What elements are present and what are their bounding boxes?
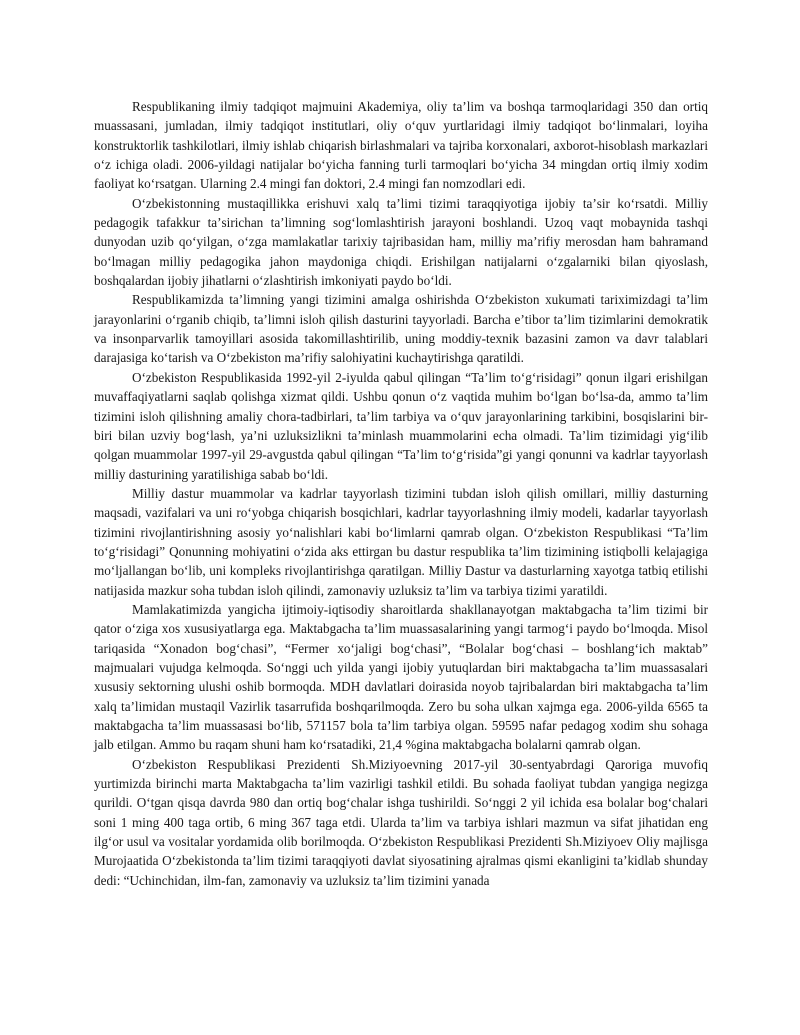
paragraph-preschool-system: Mamlakatimizda yangicha ijtimoiy-iqtisodiy sharoitlarda shakllanayotgan maktabgacha taʼlim tizimi bir qator oʻziga xos xususiyatlarga ega. Maktabgacha taʼlim muassasalarining yangi tarmogʻi paydo boʻlmoqda. Misol tariqasida “Xonadon bogʻchasi”, “Fermer xoʻjaligi bogʻchasi”, “Bolalar bogʻchasi – boshlangʻich maktab” majmualari vujudga kelmoqda. Soʻnggi uch yilda yangi ijobiy yutuqlardan biri maktabgacha taʼlim muassasalari xususiy sektorning ulushi oshib bormoqda. MDH davlatlari doirasida noyob tajribalardan biri maktabgacha taʼlim xalq taʼlimidan mustaqil Vazirlik tasarrufida boshqarilmoqda. Zero bu soha ulkan xajmga ega. 2006-yilda 6565 ta maktabgacha taʼlim muassasasi boʻlib, 571157 bola taʼlim tarbiya olgan. 59595 nafar pedagog xodim shu sohaga jalb etilgan. Ammo bu raqam shuni ham koʻrsatadiki, 21,4 %gina maktabgacha bolalarni qamrab olgan. [94,601,708,753]
paragraph-independence-education: Oʻzbekistonning mustaqillikka erishuvi xalq taʼlimi tizimi taraqqiyotiga ijobiy taʼsir koʻrsatdi. Milliy pedagogik tafakkur taʼsirichan taʼlimning sogʻlomlashtirish jarayoni boshlandi. Uzoq vaqt mobaynida tashqi dunyodan uzib qoʻyilgan, oʻzga mamlakatlar tarixiy tajribasidan ham, milliy maʼrifiy merosdan ham bahramand boʻlmagan milliy pedagogika jahon maydoniga chiqdi. Erishilgan natijalarni oʻzgalarniki bilan qiyoslash, boshqalardan ijobiy jihatlarni oʻzlashtirish imkoniyati paydo boʻldi. [94,195,708,289]
paragraph-preschool-ministry: Oʻzbekiston Respublikasi Prezidenti Sh.Miziyoevning 2017-yil 30-sentyabrdagi Qaroriga muvofiq yurtimizda birinchi marta Maktabgacha taʼlim vazirligi tashkil etildi. Bu sohada faoliyat tubdan yangiga negizga qurildi. Oʻtgan qisqa davrda 980 dan ortiq bogʻchalar ishga tushirildi. Soʻnggi 2 yil ichida esa bolalar bogʻchalari soni 1 ming 400 taga ortib, 6 ming 367 taga etdi. Ularda taʼlim va tarbiya ishlari mazmun va sifat jihatidan eng ilgʻor usul va vositalar yordamida olib borilmoqda. Oʻzbekiston Respublikasi Prezidenti Sh.Miziyoev Oliy majlisga Murojaatida Oʻzbekistonda taʼlim tizimi taraqqiyoti davlat siyosatining ajralmas qismi ekanligini taʼkidlab shunday dedi: “Uchinchidan, ilm-fan, zamonaviy va uzluksiz taʼlim tizimini yanada [94,756,708,888]
paragraph-national-program: Milliy dastur muammolar va kadrlar tayyorlash tizimini tubdan isloh qilish omillari, milliy dasturning maqsadi, vazifalari va uni roʻyobga chiqarish bosqichlari, kadrlar tayyorlashning ilmiy modeli, kadarlar tayyorlash tizimini rivojlantirishning asosiy yoʻnalishlari kabi boʻlimlarni qamrab olgan. Oʻzbekiston Respublikasi “Taʼlim toʻgʻrisidagi” Qonunning mohiyatini oʻzida aks ettirgan bu dastur respublika taʼlim tizimining istiqbolli kelajagiga moʻljallangan boʻlib, uni kompleks rivojlantirishga qaratilgan. Milliy Dastur va dasturlarning xayotga tatbiq etilishi natijasida mazkur soha tubdan isloh qilindi, zamonaviy uzluksiz taʼlim va tarbiya tizimi yaratildi. [94,485,708,598]
paragraph-education-law: Oʻzbekiston Respublikasida 1992-yil 2-iyulda qabul qilingan “Taʼlim toʻgʻrisidagi” qonun ilgari erishilgan muvaffaqiyatlarni saqlab qolishga xizmat qildi. Ushbu qonun oʻz vaqtida muhim boʻlgan boʻlsa-da, ammo taʼlim tizimini isloh qilishning amaliy chora-tadbirlari, taʼlim tarbiya va oʻquv jarayonlarining tarkibini, bosqislarini bir-biri bilan uzviy bogʻlash, yaʼni uzluksizlikni taʼminlash muammolarini echa olmadi. Taʼlim tizimidagi yigʻilib qolgan muammolar 1997-yil 29-avgustda qabul qilingan “Taʼlim toʻgʻrisida”gi yangi qonunni va kadrlar tayyorlash milliy dasturining yaratilishiga sabab boʻldi. [94,369,708,482]
paragraph-reform-program: Respublikamizda taʼlimning yangi tizimini amalga oshirishda Oʻzbekiston xukumati tariximizdagi taʼlim jarayonlarini oʻrganib chiqib, taʼlimni isloh qilish dasturini tayyorladi. Barcha eʼtibor taʼlim tizimlarini demokratik va insonparvarlik tamoyillari asosida takomillashtirilib, uning moddiy-texnik bazasini zamon va davr talablari darajasiga koʻtarish va Oʻzbekiston maʼrifiy salohiyatini kuchaytirishga qaratildi. [94,292,708,366]
document-body [94,97,708,890]
paragraph-research-complex: Respublikaning ilmiy tadqiqot majmuini Akademiya, oliy taʼlim va boshqa tarmoqlaridagi 350 dan ortiq muassasani, jumladan, ilmiy tadqiqot institutlari, oliy oʻquv yurtlaridagi ilmiy tadqiqot boʻlinmalari, loyiha konstruktorlik tashkilotlari, ilmiy ishlab chiqarish birlashmalari va tajriba korxonalari, axborot-hisoblash markazlari oʻz ichiga oladi. 2006-yildagi natijalar boʻyicha fanning turli tarmoqlari boʻyicha 34 mingdan ortiq ilmiy xodim faoliyat koʻrsatgan. Ularning 2.4 mingi fan doktori, 2.4 mingi fan nomzodlari edi. [94,99,708,192]
